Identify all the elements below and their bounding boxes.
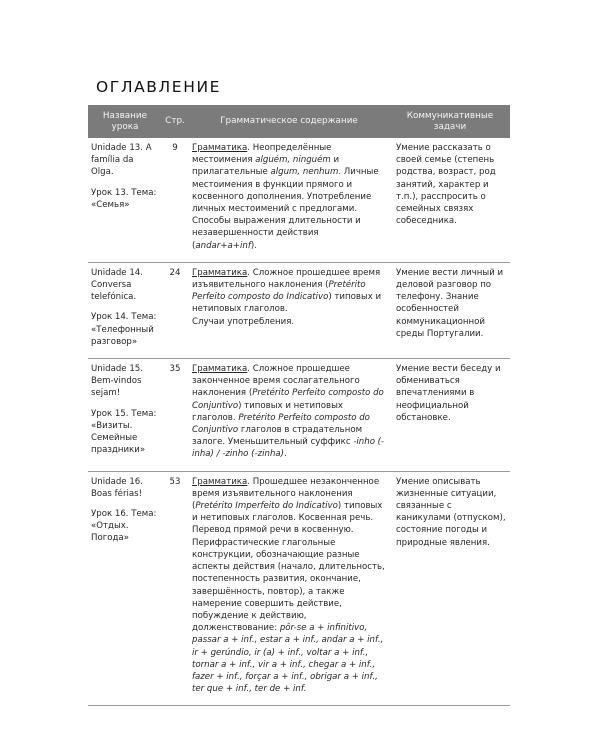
grammar-term: Pretérito Imperfeito do Indicativo <box>195 501 338 512</box>
grammar-text: ) типовых и нетиповых глаголов. <box>192 400 343 423</box>
page-number: 9 <box>162 138 188 262</box>
grammar-text: Случаи употребления. <box>192 316 295 327</box>
grammar-term: andar+a+inf <box>195 240 251 251</box>
communicative-cell: Умение вести личный и деловой разговор по телефону. Знание особенностей коммуникационной среды Португалии. <box>390 262 510 358</box>
grammar-cell <box>188 262 390 358</box>
table-header-row <box>88 105 510 138</box>
grammar-term: algum, nenhum <box>270 167 339 178</box>
contents-table <box>88 105 510 706</box>
communicative-cell: Умение описывать жизненные ситуации, связанные с каникулами (отпуском), состояние погоды и природные явления. <box>390 471 510 706</box>
lesson-topic: Урок 13. Тема: «Семья» <box>91 187 157 210</box>
grammar-cell <box>188 471 390 706</box>
communicative-cell: Умение рассказать о своей семье (степень родства, возраст, род занятий, характер и т.п.), расспросить о семейных связях собеседника. <box>390 138 510 262</box>
lesson-topic: Урок 14. Тема: «Телефонный разговор» <box>91 312 157 347</box>
grammar-text: . <box>284 449 287 460</box>
grammar-text: ). <box>250 240 257 251</box>
page-number: 24 <box>162 262 188 358</box>
header-communicative: Коммуникативные задачи <box>390 105 510 138</box>
unit-title: Unidade 15. Bem-vindos sejam! <box>91 364 143 399</box>
grammar-text: и прилагательные <box>192 155 340 178</box>
grammar-cell <box>188 138 390 262</box>
header-page: Стр. <box>162 105 188 138</box>
lesson-cell <box>88 359 162 472</box>
grammar-text: . Личные местоимения в функции прямого и косвенного дополнения. Употребление личных местоимений с предлогами. Способы выражения длительности и незавершенности действия ( <box>192 167 379 251</box>
unit-title: Unidade 16. Boas férias! <box>91 476 143 499</box>
header-grammar: Грамматическое содержание <box>188 105 390 138</box>
grammar-term: -inho (-inha) / -zinho (-zinha) <box>192 437 385 460</box>
table-row <box>88 359 510 472</box>
grammar-text: . Сложное прошедшее время изъявительного наклонения ( <box>192 267 381 291</box>
lesson-cell <box>88 262 162 358</box>
grammar-cell <box>188 359 390 472</box>
grammar-label: Грамматика <box>192 143 248 153</box>
page-number: 35 <box>162 359 188 472</box>
table-row <box>88 138 510 262</box>
grammar-text: . Неопределённые местоимения <box>192 143 332 166</box>
grammar-term: Pretérito Perfeito composto do Conjuntivo <box>192 412 370 436</box>
grammar-term: pôr-se a + infinitivo, passar a + inf., estar a + inf., andar a + inf., ir + gerúndio, ir (a) + inf., voltar a + inf., tornar a + inf., vir a + inf., chegar a + inf., fazer + inf., forçar a + inf., obrigar a + inf., ter que + inf., ter de + inf. <box>192 623 384 695</box>
grammar-label: Грамматика <box>192 364 248 375</box>
grammar-text: ) типовых и нетиповых глаголов. Косвенная речь. Перевод прямой речи в косвенную. Перифрастические глагольные конструкции, обозначающие разные аспекты действия (начало, длительность, постепенность развития, окончание, завершённость, повтор), а также намерение совершить действие, побуждение к действию, долженствование: <box>192 501 385 634</box>
grammar-term: alguém, ninguém <box>255 155 331 166</box>
lesson-cell <box>88 471 162 706</box>
lesson-cell <box>88 138 162 262</box>
header-lesson: Название урока <box>88 105 162 138</box>
grammar-term: Pretérito Perfeito composto do Conjuntivo <box>192 388 384 411</box>
lesson-topic: Урок 15. Тема: «Визиты. Семейные праздники» <box>91 408 157 456</box>
unit-title: Unidade 13. A família da Olga. <box>91 143 152 178</box>
grammar-label: Грамматика <box>192 267 248 278</box>
page-title: ОГЛАВЛЕНИЕ <box>96 78 222 96</box>
grammar-text: . Прошедшее незаконченное время изъявительного наклонения ( <box>192 476 380 512</box>
grammar-text: ) типовых и нетиповых глаголов. <box>192 292 382 315</box>
grammar-label: Грамматика <box>192 476 248 487</box>
table-row <box>88 262 510 358</box>
grammar-text: . Сложное прошедшее законченное время сослагательного наклонения ( <box>192 364 360 399</box>
table-row <box>88 471 510 706</box>
unit-title: Unidade 14. Conversa telefónica. <box>91 267 143 303</box>
page-number: 53 <box>162 471 188 706</box>
lesson-topic: Урок 16. Тема: «Отдых. Погода» <box>91 509 157 544</box>
grammar-text: глаголов в страдательном залоге. Уменьшительный суффикс <box>192 425 363 448</box>
communicative-cell: Умение вести беседу и обмениваться впечатлениями в неофициальной обстановке. <box>390 359 510 472</box>
grammar-term: Pretérito Perfeito composto do Indicativo <box>192 280 366 303</box>
